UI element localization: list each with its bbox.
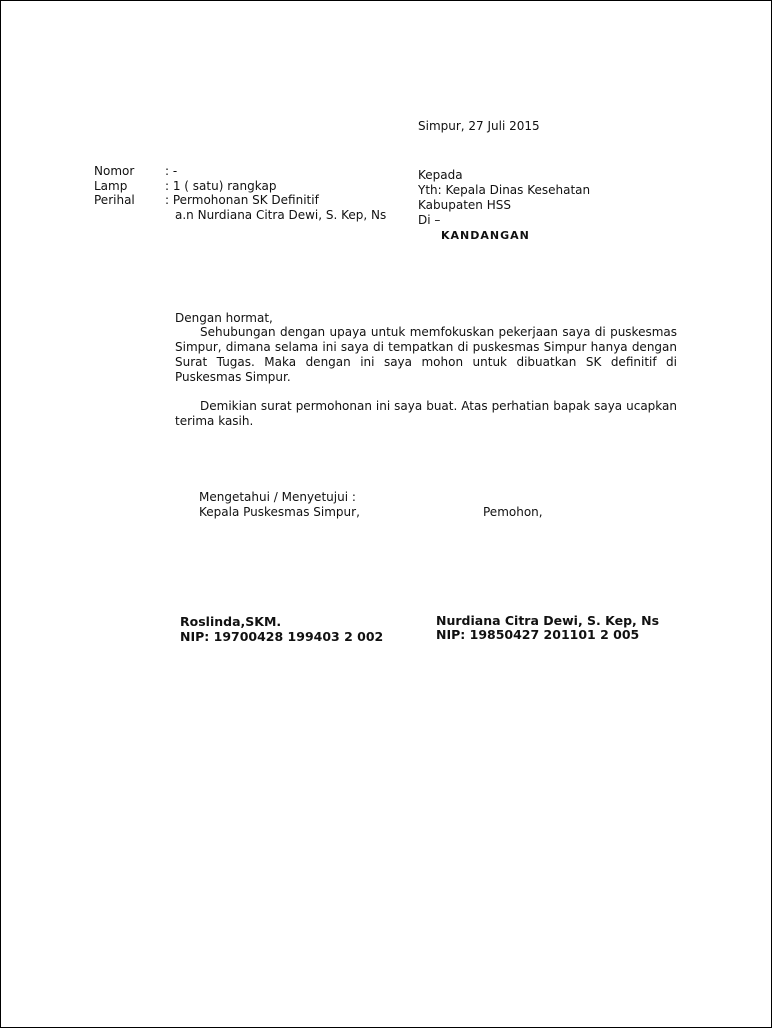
recipient-city: KANDANGAN <box>441 229 530 242</box>
lamp-label: Lamp <box>94 179 128 193</box>
body-paragraph-2: Demikian surat permohonan ini saya buat. Atas perhatian bapak saya ucapkan terima kasih. <box>175 399 677 428</box>
recipient-line-kepada: Kepada <box>418 168 463 182</box>
nomor-value: : - <box>165 164 178 178</box>
perihal-subject: a.n Nurdiana Citra Dewi, S. Kep, Ns <box>175 208 387 222</box>
recipient-line-yth: Yth: Kepala Dinas Kesehatan <box>418 183 591 197</box>
perihal-value: : Permohonan SK Definitif <box>165 193 319 207</box>
greeting: Dengan hormat, <box>175 311 273 325</box>
approver-title: Kepala Puskesmas Simpur, <box>199 505 360 519</box>
place-date: Simpur, 27 Juli 2015 <box>418 119 540 133</box>
approver-nip: NIP: 19700428 199403 2 002 <box>180 629 384 644</box>
applicant-name: Nurdiana Citra Dewi, S. Kep, Ns <box>436 613 660 628</box>
body-paragraph-1: Sehubungan dengan upaya untuk memfokuskan pekerjaan saya di puskesmas Simpur, dimana selama ini saya di tempatkan di puskesmas Simpur hanya dengan Surat Tugas. Maka dengan ini saya mohon untuk dibuatkan SK definitif di Puskesmas Simpur. <box>175 325 677 384</box>
applicant-nip: NIP: 19850427 201101 2 005 <box>436 627 640 642</box>
approver-name: Roslinda,SKM. <box>180 614 282 629</box>
lamp-value: : 1 ( satu) rangkap <box>165 179 277 193</box>
perihal-label: Perihal <box>94 193 135 207</box>
approval-label: Mengetahui / Menyetujui : <box>199 490 356 504</box>
recipient-line-di: Di – <box>418 213 441 227</box>
recipient-line-kabupaten: Kabupaten HSS <box>418 198 511 212</box>
nomor-label: Nomor <box>94 164 135 178</box>
applicant-title: Pemohon, <box>483 505 543 519</box>
